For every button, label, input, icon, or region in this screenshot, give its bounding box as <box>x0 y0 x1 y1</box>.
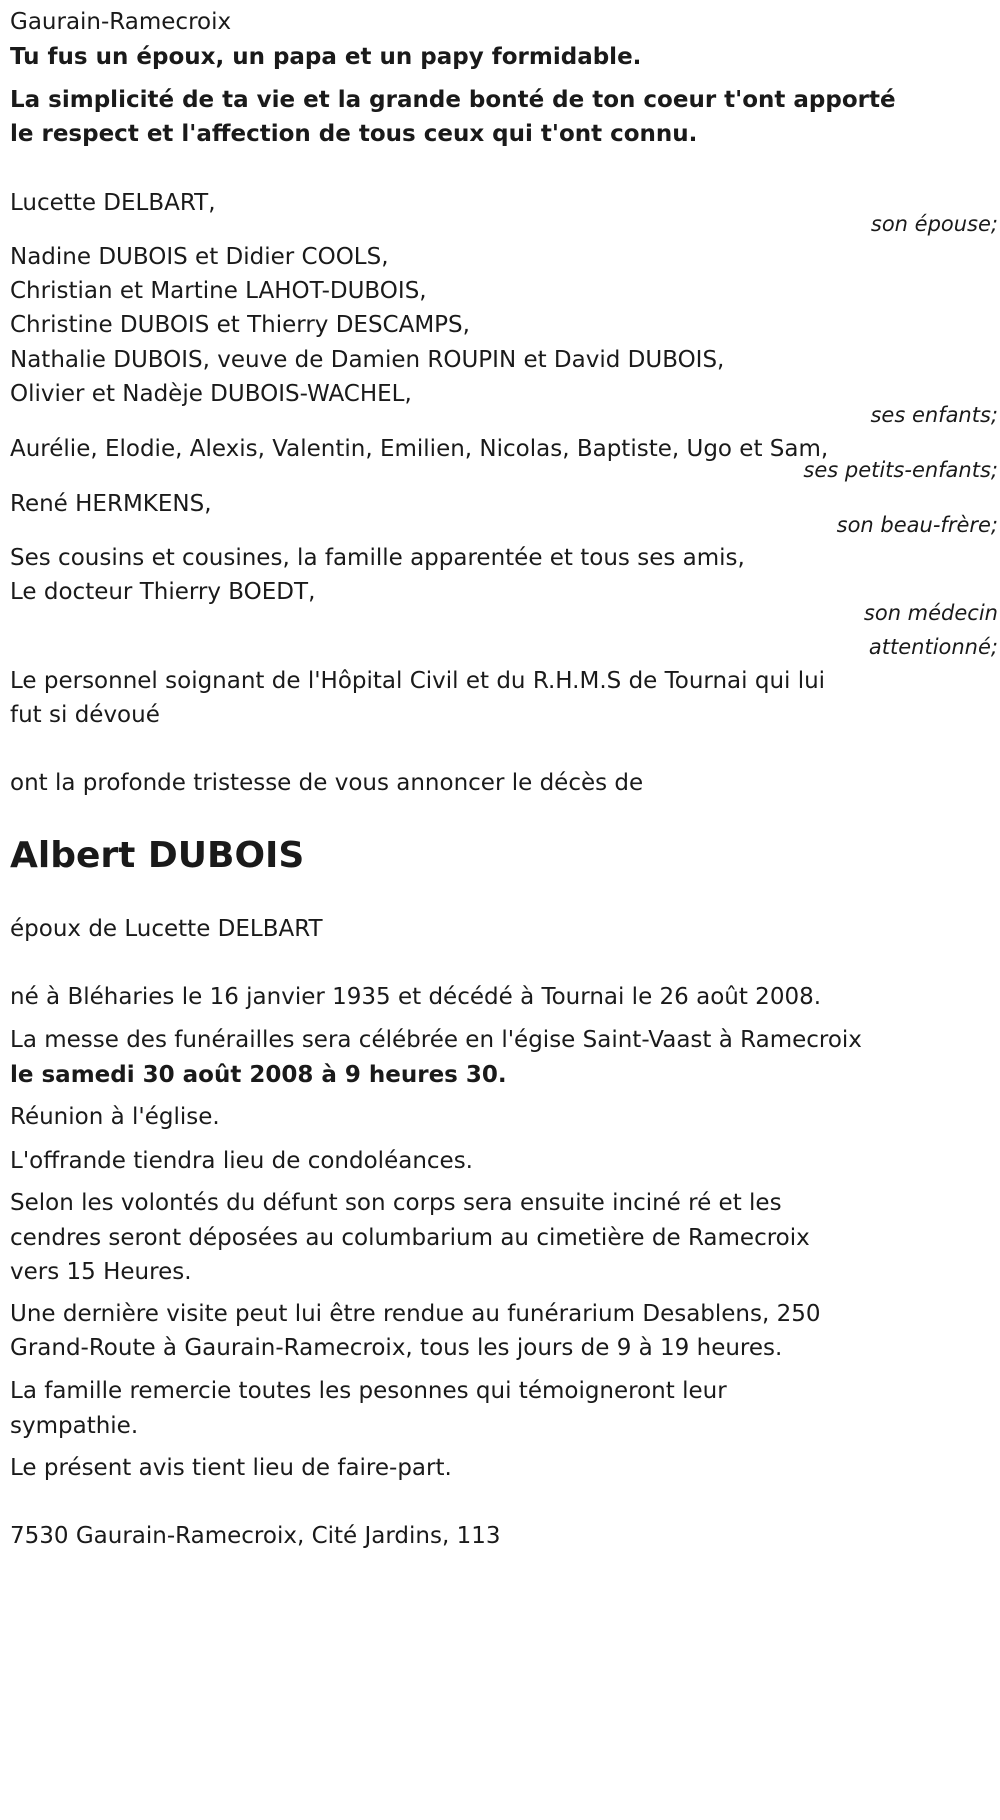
child-1: Nadine DUBOIS et Didier COOLS, <box>10 244 389 270</box>
brother-in-law-relation: son beau-frère; <box>836 513 998 537</box>
child-3: Christine DUBOIS et Thierry DESCAMPS, <box>10 312 470 338</box>
children-relation: ses enfants; <box>870 403 998 427</box>
spouse-relation: son épouse; <box>870 212 998 236</box>
child-5: Olivier et Nadèje DUBOIS-WACHEL, <box>10 381 412 407</box>
thanks-line-2: sympathie. <box>10 1413 139 1439</box>
spouse-name: Lucette DELBART, <box>10 190 216 216</box>
grandchildren-relation: ses petits-enfants; <box>803 458 998 482</box>
cremation-line-2: cendres seront déposées au columbarium au cimetière de Ramecroix <box>10 1225 810 1251</box>
brother-in-law: René HERMKENS, <box>10 491 212 517</box>
announcement: ont la profonde tristesse de vous annoncer le décès de <box>10 770 644 796</box>
location: Gaurain-Ramecroix <box>10 9 232 35</box>
staff-line-2: fut si dévoué <box>10 702 160 728</box>
thanks-line-1: La famille remercie toutes les pesonnes qui témoigneront leur <box>10 1378 727 1404</box>
staff-line-1: Le personnel soignant de l'Hôpital Civil et du R.H.M.S de Tournai qui lui <box>10 668 826 694</box>
spouse-of: époux de Lucette DELBART <box>10 916 323 942</box>
grandchildren: Aurélie, Elodie, Alexis, Valentin, Emilien, Nicolas, Baptiste, Ugo et Sam, <box>10 436 829 462</box>
cremation-line-3: vers 15 Heures. <box>10 1259 192 1285</box>
address: 7530 Gaurain-Ramecroix, Cité Jardins, 113 <box>10 1523 501 1549</box>
notice: Le présent avis tient lieu de faire-part. <box>10 1455 452 1481</box>
doctor-relation-1: son médecin <box>863 601 998 625</box>
child-4: Nathalie DUBOIS, veuve de Damien ROUPIN et David DUBOIS, <box>10 347 725 373</box>
tribute-line-1: Tu fus un époux, un papa et un papy formidable. <box>10 44 642 70</box>
doctor-relation-2: attentionné; <box>868 635 998 659</box>
deceased-name: Albert DUBOIS <box>10 835 305 876</box>
mass-line-1: La messe des funérailles sera célébrée en l'égise Saint-Vaast à Ramecroix <box>10 1027 862 1053</box>
doctor-name: Le docteur Thierry BOEDT, <box>10 579 316 605</box>
meeting: Réunion à l'église. <box>10 1104 220 1130</box>
mass-line-2: le samedi 30 août 2008 à 9 heures 30. <box>10 1062 507 1088</box>
tribute-line-2: La simplicité de ta vie et la grande bonté de ton coeur t'ont apporté <box>10 87 896 113</box>
visit-line-1: Une dernière visite peut lui être rendue au funérarium Desablens, 250 <box>10 1301 821 1327</box>
cremation-line-1: Selon les volontés du défunt son corps sera ensuite inciné ré et les <box>10 1190 782 1216</box>
child-2: Christian et Martine LAHOT-DUBOIS, <box>10 278 427 304</box>
offering: L'offrande tiendra lieu de condoléances. <box>10 1148 473 1174</box>
tribute-line-3: le respect et l'affection de tous ceux qui t'ont connu. <box>10 121 698 147</box>
birth-death: né à Bléharies le 16 janvier 1935 et décédé à Tournai le 26 août 2008. <box>10 984 822 1010</box>
cousins-line: Ses cousins et cousines, la famille apparentée et tous ses amis, <box>10 545 745 571</box>
visit-line-2: Grand-Route à Gaurain-Ramecroix, tous les jours de 9 à 19 heures. <box>10 1335 783 1361</box>
